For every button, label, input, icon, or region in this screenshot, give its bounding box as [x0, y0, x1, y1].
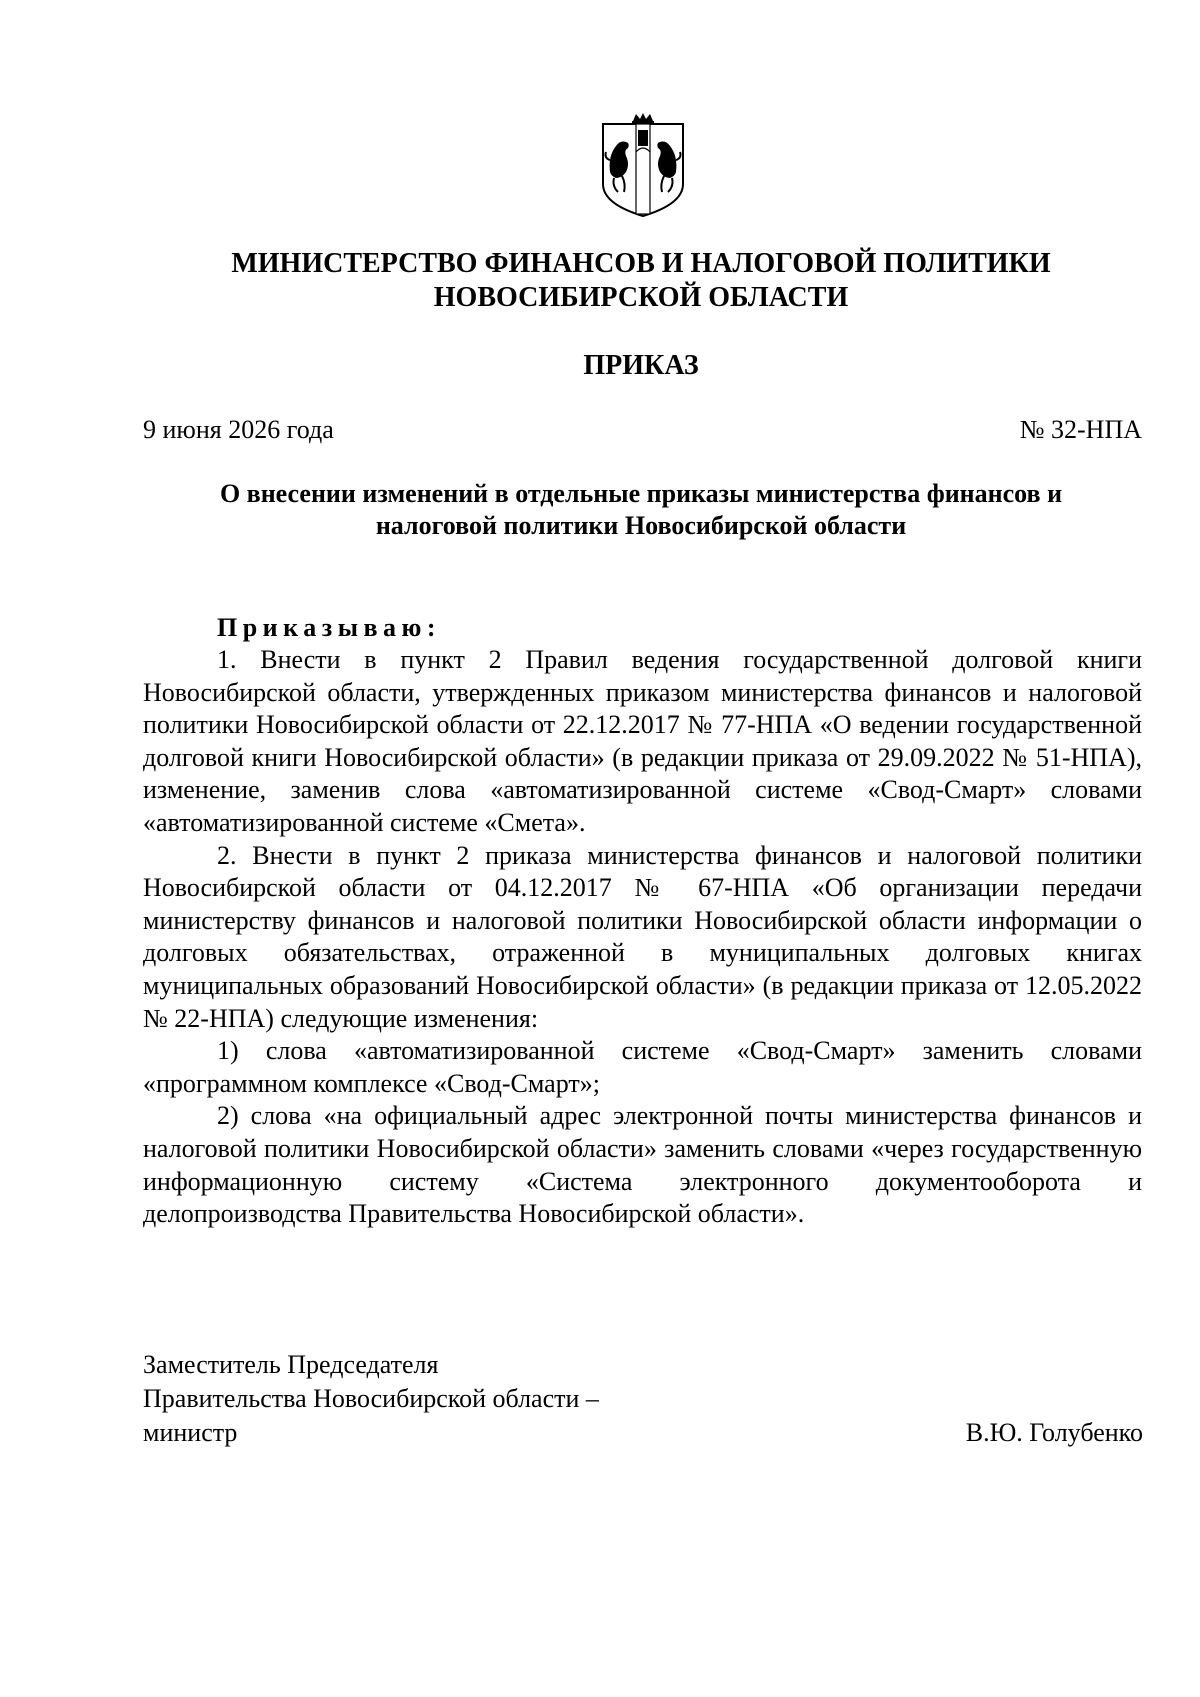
signatory-name: В.Ю. Голубенко — [965, 1418, 1143, 1447]
novosibirsk-coat-of-arms-icon — [600, 112, 686, 218]
body-paragraph-4: 2) слова «на официальный адрес электронной почты министерства финансов и налоговой политики Новосибирской области» заменить словами «через государственную информационную систему «Система электронного документооборота и делопроизводства Правительства Новосибирской области». — [143, 1101, 1142, 1229]
subject-line2: налоговой политики Новосибирской области — [375, 511, 907, 540]
order-word: Приказываю: — [217, 613, 442, 642]
ministry-name — [140, 247, 1142, 315]
date-number-row — [143, 413, 1142, 447]
document-type: ПРИКАЗ — [583, 350, 699, 381]
signatory-position-line1: Заместитель Председателя — [143, 1350, 439, 1379]
body-paragraph-3: 1) слова «автоматизированной системе «Свод-Смарт» заменить словами «программном комплексе «Свод-Смарт»; — [143, 1036, 1142, 1098]
signature-block — [143, 1348, 1142, 1450]
document-body — [143, 644, 1142, 1231]
document-date: 9 июня 2026 года — [143, 415, 334, 444]
ministry-name-line2: НОВОСИБИРСКОЙ ОБЛАСТИ — [433, 282, 849, 313]
body-paragraph-2: 2. Внести в пункт 2 приказа министерства финансов и налоговой политики Новосибирской области от 04.12.2017 № 67-НПА «Об организации передачи министерству финансов и налоговой политики Новосибирской области информации о долговых обязательствах, отраженной в муниципальных долговых книгах муниципальных образований Новосибирской области» (в редакции приказа от 12.05.2022 № 22-НПА) следующие изменения: — [143, 840, 1142, 1033]
signatory-position-line3: министр — [143, 1418, 238, 1447]
ministry-name-line1: МИНИСТЕРСТВО ФИНАНСОВ И НАЛОГОВОЙ ПОЛИТИКИ — [231, 248, 1051, 279]
signatory-position-line2: Правительства Новосибирской области – — [143, 1384, 599, 1413]
subject-line1: О внесении изменений в отдельные приказы министерства финансов и — [219, 479, 1063, 508]
body-paragraph-1: 1. Внести в пункт 2 Правил ведения государственной долговой книги Новосибирской области, утвержденных приказом министерства финансов и налоговой политики Новосибирской области от 22.12.2017 № 77-НПА «О ведении государственной долговой книги Новосибирской области» (в редакции приказа от 29.09.2022 № 51-НПА), изменение, заменив слова «автоматизированной системе «Свод-Смарт» словами «автоматизированной системе «Смета». — [143, 645, 1142, 837]
document-subject — [140, 478, 1142, 542]
document-number: № 32-НПА — [1019, 415, 1142, 444]
